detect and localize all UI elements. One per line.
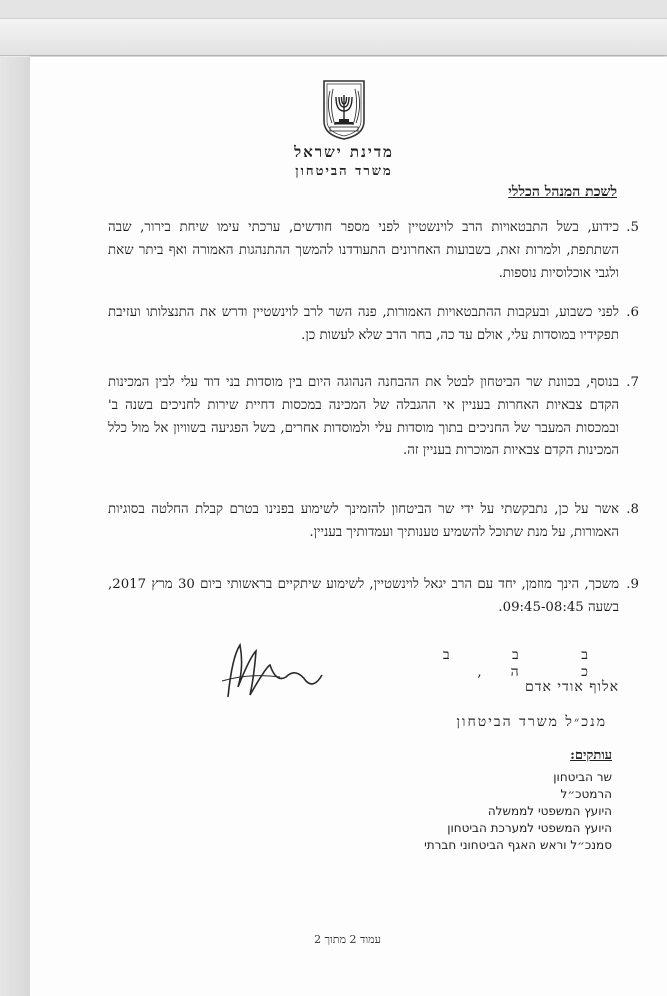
list-item: סמנכ״ל וראש האגף הביטחוני חברתי xyxy=(424,838,612,852)
paragraph-number: 6. xyxy=(626,305,639,320)
list-item: הרמטכ״ל xyxy=(560,787,612,801)
viewer-toolbar xyxy=(0,19,667,56)
paragraph-number: 8. xyxy=(626,502,639,517)
office-heading: לשכת המנהל הכללי xyxy=(508,184,617,200)
paragraph-6 xyxy=(108,302,639,348)
page-number: עמוד 2 מתוך 2 xyxy=(314,933,381,946)
copies-list xyxy=(424,769,612,854)
state-heading: מדינת ישראל xyxy=(294,143,394,161)
list-item: היועץ המשפטי לממשלה xyxy=(487,804,612,818)
paragraph-text: משכך, הינך מוזמן, יחד עם הרב יגאל לוינשטיין, לשימוע שיתקיים בראשותי ביום 30 מרץ 2017, בשעה 09:45-08:45. xyxy=(108,577,620,615)
signer-name: אלוף אודי אדם xyxy=(525,679,619,695)
window-title-bar xyxy=(0,0,667,19)
paragraph-number: 5. xyxy=(626,220,639,235)
paragraph-text: בנוסף, בכוונת שר הביטחון לבטל את ההבחנה הנהוגה היום בין מוסדות בני דוד עלי לבין המכינות הקדם צבאיות האחרות בעניין אי ההגבלה של המכינה במכסות דחיית שירות לחניכים בשנה ב' ובמכסות המעבר של החניכים בתוך מוסדות עלי ולמוסדות אחרים, בשל הפגיעה בשוויון אל מול כלל המכינות הקדם צבאיות המוכרות בעניין זה. xyxy=(108,375,619,459)
handwritten-signature-icon xyxy=(210,637,330,707)
list-item: שר הביטחון xyxy=(553,770,612,784)
ministry-heading: משרד הביטחון xyxy=(295,164,393,179)
paragraph-8 xyxy=(108,499,639,545)
paragraph-text: אשר על כן, נתבקשתי על ידי שר הביטחון להזמינך לשימוע בפנינו בטרם קבלת החלטה בסוגיות האמורות, על מנת שתוכל להשמיע טענותיך ועמדותיך בעניין. xyxy=(108,502,619,540)
paragraph-5 xyxy=(108,217,639,285)
paragraph-text: לפני כשבוע, ובעקבות ההתבטאויות האמורות, פנה השר לרב לוינשטיין ודרש את התנצלותו ועזיבת תפקידיו במוסדות עלי, אולם עד כה, בחר הרב שלא לעשות כן. xyxy=(108,305,619,343)
paragraph-number: 7. xyxy=(626,375,639,390)
signature-initials: ב ב ב כ ה, xyxy=(442,647,617,680)
emblem-of-israel-icon xyxy=(318,77,370,141)
paragraph-9 xyxy=(108,574,639,620)
list-item: היועץ המשפטי למערכת הביטחון xyxy=(447,821,612,835)
paragraph-number: 9. xyxy=(626,577,639,592)
paragraph-text: כידוע, בשל התבטאויות הרב לוינשטיין לפני מספר חודשים, ערכתי עימו שיחת בירור, שבה השתתפת, ולמרות זאת, בשבועות האחרונים התעודדנו להמשך ההתנהגות האמורה ואף ביתר שאת ולגבי אוכלוסיות נוספות. xyxy=(108,220,619,281)
signer-title: מנכ״ל משרד הביטחון xyxy=(456,714,607,730)
copies-heading: עותקים: xyxy=(570,748,612,763)
document-page xyxy=(30,57,667,996)
paragraph-7 xyxy=(108,372,639,463)
